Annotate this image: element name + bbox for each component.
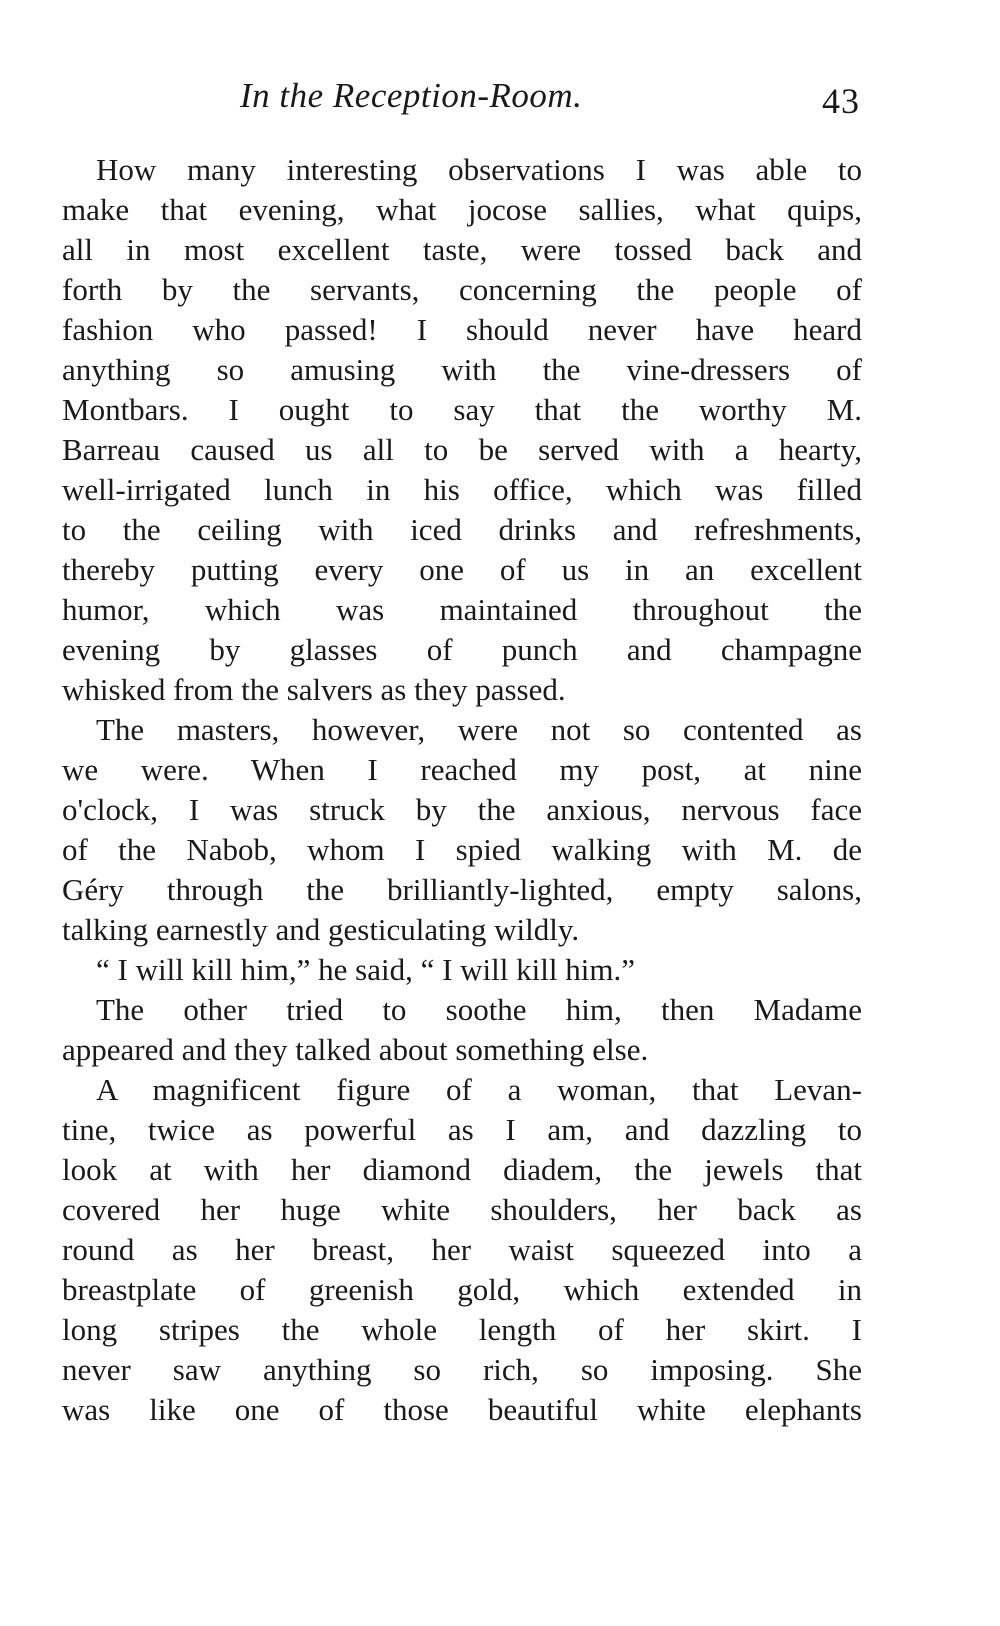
text-line: anything so amusing with the vine-dressers of	[62, 352, 862, 387]
text-line: talking earnestly and gesticulating wildly.	[62, 912, 580, 947]
text-line: never saw anything so rich, so imposing. She	[62, 1352, 862, 1387]
text-line: The other tried to soothe him, then Madame	[96, 992, 862, 1027]
running-title: In the Reception-Room.	[240, 76, 583, 115]
text-line: humor, which was maintained throughout the	[62, 592, 862, 627]
text-line: fashion who passed! I should never have heard	[62, 312, 862, 347]
text-line: make that evening, what jocose sallies, what quips,	[62, 192, 862, 227]
text-line: appeared and they talked about something else.	[62, 1032, 649, 1067]
running-head	[62, 76, 862, 132]
text-line: of the Nabob, whom I spied walking with M. de	[62, 832, 862, 867]
text-line: long stripes the whole length of her skirt. I	[62, 1312, 862, 1347]
text-line: to the ceiling with iced drinks and refreshments,	[62, 512, 862, 547]
text-line: A magnificent figure of a woman, that Levan-	[96, 1072, 862, 1107]
text-line: well-irrigated lunch in his office, which was filled	[62, 472, 862, 507]
text-line: forth by the servants, concerning the people of	[62, 272, 862, 307]
text-line: covered her huge white shoulders, her back as	[62, 1192, 862, 1227]
body-text	[62, 150, 862, 1430]
text-line: The masters, however, were not so contented as	[96, 712, 862, 747]
text-line: Barreau caused us all to be served with a hearty,	[62, 432, 862, 467]
text-line: round as her breast, her waist squeezed into a	[62, 1232, 862, 1267]
text-line: evening by glasses of punch and champagne	[62, 632, 862, 667]
text-line: tine, twice as powerful as I am, and dazzling to	[62, 1112, 862, 1147]
text-line: “ I will kill him,” he said, “ I will kill him.”	[96, 952, 635, 987]
text-line: thereby putting every one of us in an excellent	[62, 552, 862, 587]
text-line: o'clock, I was struck by the anxious, nervous face	[62, 792, 862, 827]
text-line: we were. When I reached my post, at nine	[62, 752, 862, 787]
text-line: was like one of those beautiful white elephants	[62, 1392, 862, 1427]
text-line: all in most excellent taste, were tossed back and	[62, 232, 862, 267]
page-number: 43	[822, 81, 860, 121]
text-line: How many interesting observations I was able to	[96, 152, 862, 187]
text-line: breastplate of greenish gold, which extended in	[62, 1272, 862, 1307]
text-line: Montbars. I ought to say that the worthy M.	[62, 392, 862, 427]
text-line: look at with her diamond diadem, the jewels that	[62, 1152, 862, 1187]
text-line: whisked from the salvers as they passed.	[62, 672, 566, 707]
text-line: Géry through the brilliantly-lighted, empty salons,	[62, 872, 862, 907]
